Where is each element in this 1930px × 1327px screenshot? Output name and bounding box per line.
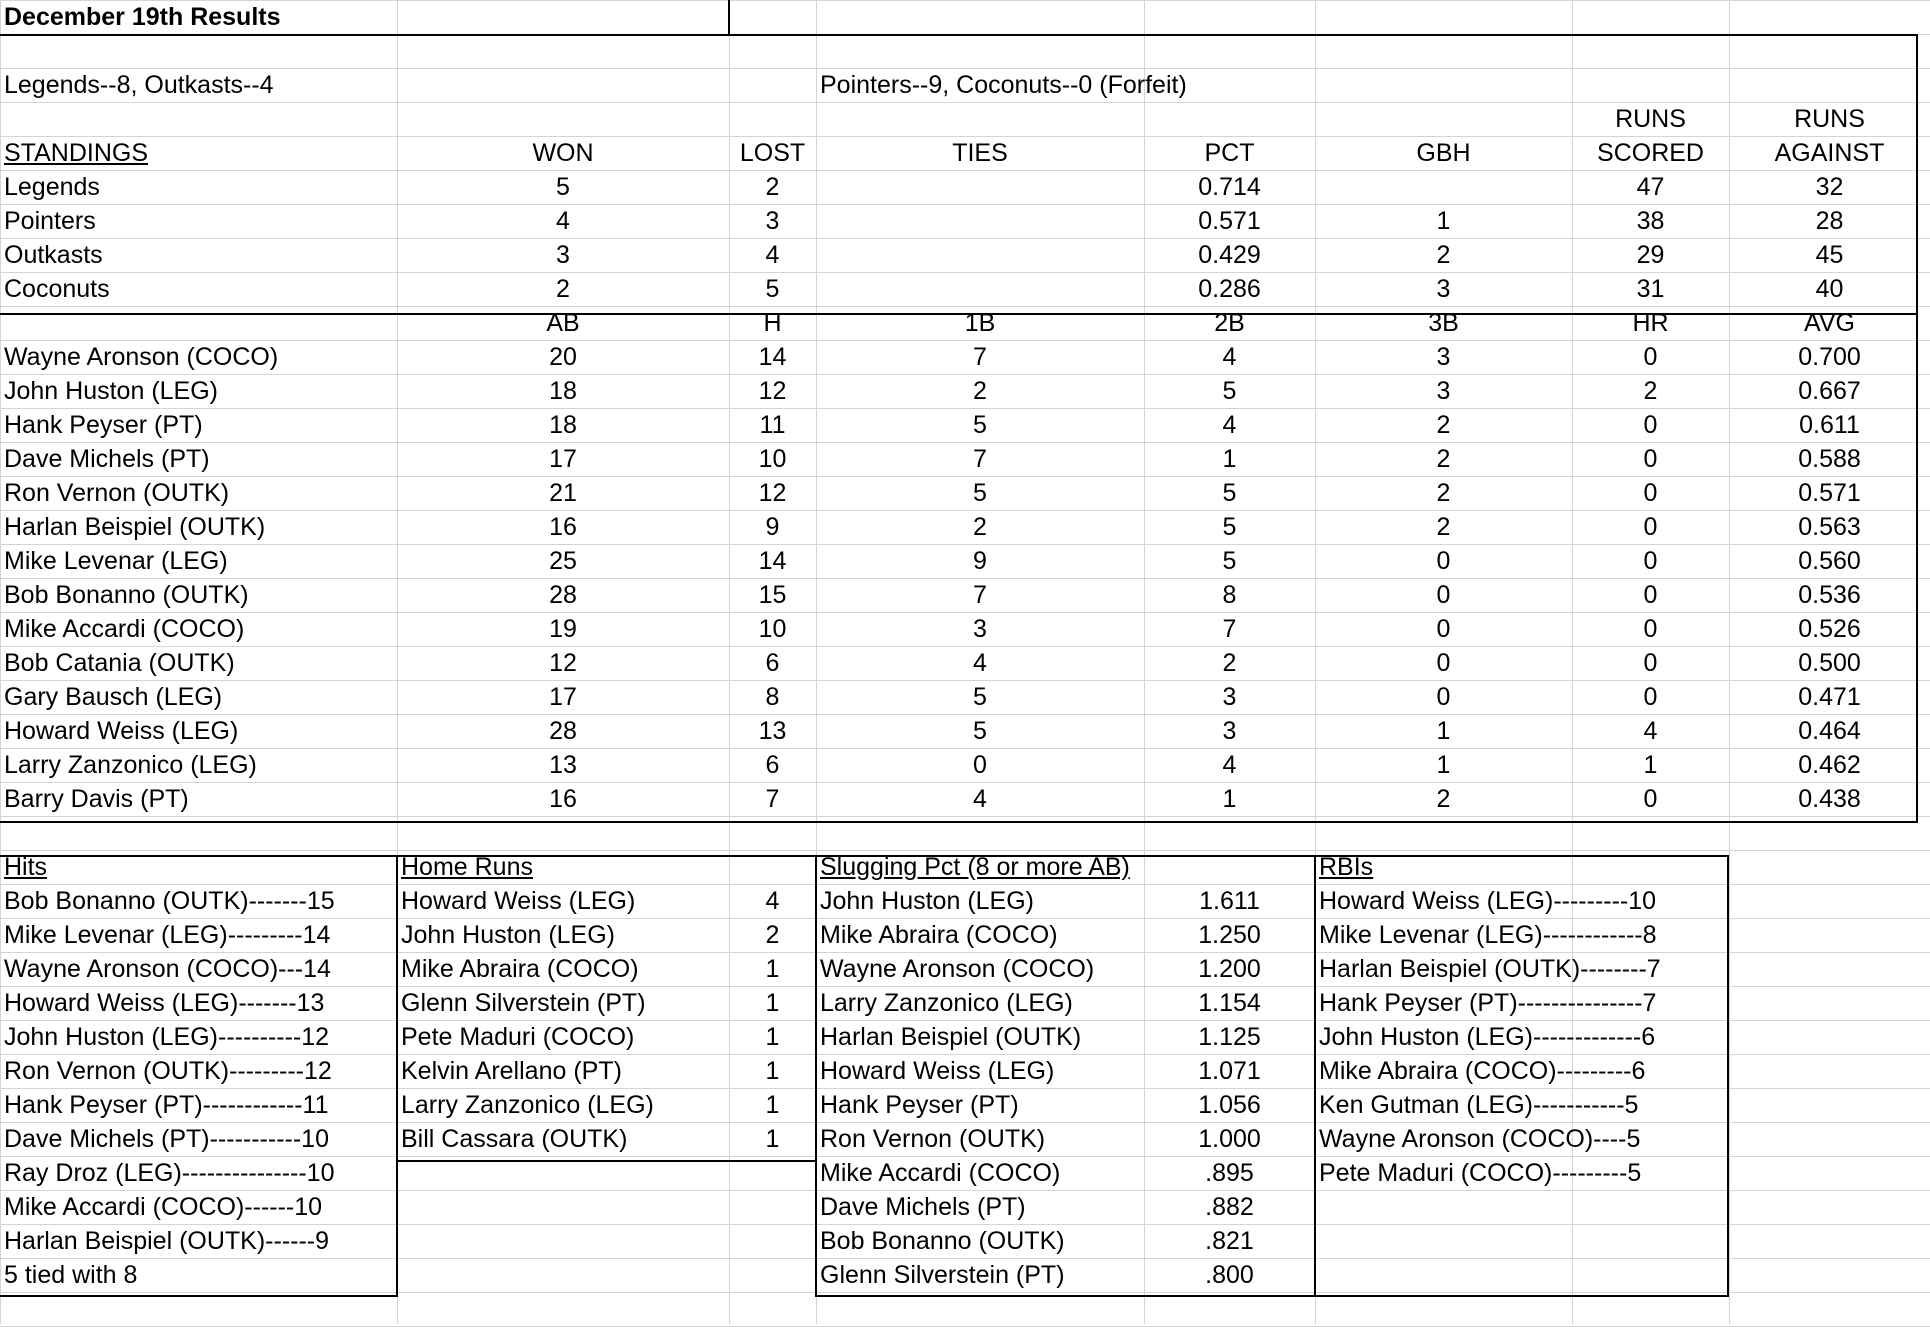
hr-leader-value: 1	[765, 955, 780, 983]
slugging-leader-value: 1.250	[1198, 921, 1261, 949]
batting-value: 0	[1643, 445, 1658, 473]
standings-value: 0.714	[1198, 173, 1261, 201]
batting-value: 16	[549, 785, 577, 813]
batting-value: 2	[1436, 411, 1451, 439]
standings-value: 1	[1436, 207, 1451, 235]
hr-leader-value: 1	[765, 1091, 780, 1119]
batting-value: 2	[1436, 479, 1451, 507]
slugging-leader-name: Mike Accardi (COCO)	[820, 1159, 1061, 1187]
standings-value	[816, 204, 1144, 238]
player-name: Harlan Beispiel (OUTK)	[4, 513, 266, 541]
batting-value: 8	[1222, 581, 1237, 609]
batting-value: 10	[758, 615, 787, 643]
slugging-leader-value: .895	[1205, 1159, 1254, 1187]
batting-value: 0	[1643, 513, 1658, 541]
gridline-row	[0, 816, 1930, 817]
game-result: Pointers--9, Coconuts--0 (Forfeit)	[820, 71, 1187, 99]
batting-value: 0.464	[1798, 717, 1861, 745]
batting-value: 0.571	[1798, 479, 1861, 507]
rbi-leader: John Huston (LEG)-------------6	[1319, 1023, 1656, 1051]
batting-value: 0.611	[1799, 411, 1860, 439]
player-name: Mike Levenar (LEG)	[4, 547, 228, 575]
batting-value: 7	[1222, 615, 1237, 643]
batting-value: 9	[973, 547, 987, 575]
batting-value: 2	[1436, 445, 1451, 473]
batting-value: 10	[758, 445, 787, 473]
player-name: Wayne Aronson (COCO)	[4, 343, 279, 371]
hits-leader: Mike Accardi (COCO)------10	[4, 1193, 323, 1221]
rbi-leader: Wayne Aronson (COCO)----5	[1319, 1125, 1641, 1153]
team-name: Outkasts	[4, 241, 103, 269]
slugging-leader-name: Bob Bonanno (OUTK)	[820, 1227, 1065, 1255]
standings-value	[816, 272, 1144, 306]
batting-value: 13	[758, 717, 787, 745]
batting-value: 5	[1222, 513, 1237, 541]
batting-value: 5	[1222, 377, 1237, 405]
hits-leader: 5 tied with 8	[4, 1261, 138, 1289]
player-name: Ron Vernon (OUTK)	[4, 479, 230, 507]
column-header: AB	[546, 309, 580, 337]
batting-value: 0	[1436, 581, 1451, 609]
hr-leader-name: Bill Cassara (OUTK)	[401, 1125, 628, 1153]
hits-leader: Ray Droz (LEG)---------------10	[4, 1159, 335, 1187]
batting-value: 12	[758, 479, 787, 507]
hr-leader-name: John Huston (LEG)	[401, 921, 615, 949]
home-runs-header: Home Runs	[401, 853, 533, 881]
column-header: RUNS	[1615, 105, 1686, 133]
rbi-leader: Pete Maduri (COCO)---------5	[1319, 1159, 1642, 1187]
batting-value: 17	[549, 445, 577, 473]
batting-value: 2	[1222, 649, 1237, 677]
batting-value: 0.563	[1798, 513, 1861, 541]
batting-value: 4	[1643, 717, 1658, 745]
standings-value: 4	[765, 241, 780, 269]
border-hits-bottom	[0, 1295, 398, 1297]
batting-value: 0	[1643, 581, 1658, 609]
hr-leader-name: Pete Maduri (COCO)	[401, 1023, 635, 1051]
batting-value: 0	[1643, 683, 1658, 711]
player-name: Gary Bausch (LEG)	[4, 683, 223, 711]
hr-leader-name: Larry Zanzonico (LEG)	[401, 1091, 654, 1119]
column-header: GBH	[1416, 139, 1471, 167]
team-name: Coconuts	[4, 275, 110, 303]
batting-value: 6	[765, 649, 780, 677]
rbi-leader: Mike Abraira (COCO)---------6	[1319, 1057, 1646, 1085]
batting-value: 9	[765, 513, 780, 541]
batting-value: 0.536	[1798, 581, 1861, 609]
batting-value: 5	[1222, 479, 1237, 507]
standings-value: 28	[1815, 207, 1844, 235]
batting-value: 0	[1436, 615, 1451, 643]
batting-value: 18	[549, 411, 577, 439]
player-name: John Huston (LEG)	[4, 377, 218, 405]
batting-value: 18	[549, 377, 577, 405]
batting-value: 2	[1643, 377, 1658, 405]
standings-value: 38	[1636, 207, 1665, 235]
batting-value: 4	[1222, 343, 1237, 371]
batting-value: 7	[973, 445, 987, 473]
batting-value: 13	[549, 751, 577, 779]
batting-value: 2	[1436, 785, 1451, 813]
batting-value: 1	[1222, 445, 1237, 473]
slugging-leader-name: Dave Michels (PT)	[820, 1193, 1026, 1221]
column-header: LOST	[739, 139, 806, 167]
standings-value: 2	[1436, 241, 1451, 269]
batting-value: 16	[549, 513, 577, 541]
batting-value: 0.462	[1798, 751, 1861, 779]
batting-value: 0.438	[1798, 785, 1861, 813]
slugging-leader-value: 1.000	[1198, 1125, 1261, 1153]
rbi-leader: Howard Weiss (LEG)---------10	[1319, 887, 1657, 915]
standings-value: 2	[765, 173, 780, 201]
border-slug-bottom	[815, 1295, 1729, 1297]
batting-value: 0.667	[1798, 377, 1861, 405]
standings-value: 40	[1815, 275, 1844, 303]
column-header: HR	[1632, 309, 1669, 337]
hits-leader: Harlan Beispiel (OUTK)------9	[4, 1227, 330, 1255]
batting-value: 17	[549, 683, 577, 711]
slugging-leader-value: 1.071	[1198, 1057, 1261, 1085]
batting-value: 19	[549, 615, 577, 643]
hr-leader-name: Kelvin Arellano (PT)	[401, 1057, 622, 1085]
rbi-leader: Hank Peyser (PT)---------------7	[1319, 989, 1657, 1017]
batting-value: 3	[1222, 717, 1237, 745]
hits-leader: Wayne Aronson (COCO)---14	[4, 955, 331, 983]
batting-value: 2	[973, 513, 987, 541]
batting-value: 0.588	[1798, 445, 1861, 473]
batting-value: 0	[1643, 785, 1658, 813]
column-header: WON	[532, 139, 594, 167]
column-header: RUNS	[1794, 105, 1865, 133]
slugging-leader-name: Mike Abraira (COCO)	[820, 921, 1058, 949]
batting-value: 0	[1643, 615, 1658, 643]
player-name: Howard Weiss (LEG)	[4, 717, 239, 745]
batting-value: 3	[1222, 683, 1237, 711]
hr-leader-value: 1	[765, 989, 780, 1017]
batting-value: 0	[1643, 411, 1658, 439]
batting-value: 0	[1643, 649, 1658, 677]
standings-value: 29	[1636, 241, 1665, 269]
batting-value: 1	[1643, 751, 1658, 779]
border-title-bottom	[0, 34, 1918, 36]
column-header: AGAINST	[1774, 139, 1885, 167]
slugging-leader-value: .882	[1205, 1193, 1254, 1221]
hits-header: Hits	[4, 853, 48, 881]
hits-leader: Hank Peyser (PT)------------11	[4, 1091, 329, 1119]
hr-leader-name: Mike Abraira (COCO)	[401, 955, 639, 983]
slugging-header: Slugging Pct (8 or more AB)	[820, 853, 1130, 881]
slugging-leader-value: 1.200	[1198, 955, 1261, 983]
game-result: Legends--8, Outkasts--4	[4, 71, 274, 99]
player-name: Dave Michels (PT)	[4, 445, 210, 473]
player-name: Barry Davis (PT)	[4, 785, 189, 813]
batting-value: 0	[1436, 649, 1451, 677]
rbi-leader: Harlan Beispiel (OUTK)--------7	[1319, 955, 1661, 983]
batting-value: 15	[758, 581, 787, 609]
player-name: Bob Bonanno (OUTK)	[4, 581, 249, 609]
border-batting-bottom	[0, 821, 1918, 823]
batting-value: 7	[765, 785, 780, 813]
batting-value: 5	[973, 717, 987, 745]
standings-value: 31	[1636, 275, 1665, 303]
batting-value: 0	[1643, 343, 1658, 371]
batting-value: 12	[758, 377, 787, 405]
hr-leader-value: 4	[765, 887, 780, 915]
gridline-row	[0, 1292, 1930, 1293]
batting-value: 4	[973, 649, 987, 677]
hr-leader-value: 1	[765, 1125, 780, 1153]
player-name: Bob Catania (OUTK)	[4, 649, 235, 677]
batting-value: 0	[973, 751, 987, 779]
team-name: Pointers	[4, 207, 96, 235]
team-name: Legends	[4, 173, 100, 201]
slugging-leader-value: 1.125	[1198, 1023, 1261, 1051]
hr-leader-value: 1	[765, 1023, 780, 1051]
batting-value: 2	[1436, 513, 1451, 541]
batting-value: 20	[549, 343, 577, 371]
column-header: AVG	[1804, 309, 1855, 337]
batting-value: 3	[1436, 377, 1451, 405]
batting-value: 0	[1643, 547, 1658, 575]
slugging-leader-value: 1.154	[1198, 989, 1261, 1017]
batting-value: 5	[1222, 547, 1237, 575]
standings-value	[816, 238, 1144, 272]
column-header: TIES	[952, 139, 1008, 167]
slugging-leader-name: Glenn Silverstein (PT)	[820, 1261, 1065, 1289]
hits-leader: Ron Vernon (OUTK)---------12	[4, 1057, 332, 1085]
player-name: Hank Peyser (PT)	[4, 411, 203, 439]
batting-value: 0.500	[1798, 649, 1861, 677]
column-header: 2B	[1214, 309, 1245, 337]
slugging-leader-value: 1.611	[1199, 887, 1260, 915]
player-name: Mike Accardi (COCO)	[4, 615, 245, 643]
hits-leader: John Huston (LEG)----------12	[4, 1023, 330, 1051]
batting-value: 12	[549, 649, 577, 677]
batting-value: 4	[1222, 411, 1237, 439]
batting-value: 8	[765, 683, 780, 711]
standings-value: 32	[1815, 173, 1844, 201]
column-header: 3B	[1428, 309, 1459, 337]
slugging-leader-name: Larry Zanzonico (LEG)	[820, 989, 1073, 1017]
standings-value: 2	[556, 275, 570, 303]
standings-value: 4	[556, 207, 570, 235]
standings-value: 45	[1815, 241, 1844, 269]
column-header: SCORED	[1597, 139, 1704, 167]
batting-value: 1	[1436, 717, 1451, 745]
batting-value: 11	[759, 411, 786, 439]
standings-value: 0.429	[1198, 241, 1261, 269]
batting-value: 1	[1436, 751, 1451, 779]
standings-header: STANDINGS	[4, 139, 148, 167]
slugging-leader-name: Ron Vernon (OUTK)	[820, 1125, 1046, 1153]
standings-value: 5	[556, 173, 570, 201]
standings-value: 0.286	[1198, 275, 1261, 303]
column-header: H	[763, 309, 782, 337]
player-name: Larry Zanzonico (LEG)	[4, 751, 257, 779]
rbi-leader: Ken Gutman (LEG)-----------5	[1319, 1091, 1639, 1119]
column-header: 1B	[964, 309, 996, 337]
batting-value: 7	[973, 581, 987, 609]
standings-value: 3	[1436, 275, 1451, 303]
batting-value: 0.560	[1798, 547, 1861, 575]
batting-value: 0.526	[1798, 615, 1861, 643]
batting-value: 5	[973, 683, 987, 711]
batting-value: 0	[1436, 547, 1451, 575]
standings-value: 5	[765, 275, 780, 303]
batting-value: 4	[1222, 751, 1237, 779]
hits-leader: Dave Michels (PT)-----------10	[4, 1125, 329, 1153]
batting-value: 4	[973, 785, 987, 813]
batting-value: 14	[758, 547, 787, 575]
batting-value: 0	[1643, 479, 1658, 507]
batting-value: 14	[758, 343, 787, 371]
page-title: December 19th Results	[4, 3, 281, 31]
batting-value: 25	[549, 547, 577, 575]
slugging-leader-value: .800	[1205, 1261, 1254, 1289]
batting-value: 21	[549, 479, 577, 507]
hr-leader-value: 1	[765, 1057, 780, 1085]
standings-value: 0.571	[1198, 207, 1261, 235]
slugging-leader-value: .821	[1205, 1227, 1254, 1255]
standings-value	[1315, 170, 1572, 204]
slugging-leader-name: John Huston (LEG)	[820, 887, 1034, 915]
batting-value: 0	[1436, 683, 1451, 711]
hits-leader: Howard Weiss (LEG)-------13	[4, 989, 325, 1017]
batting-value: 28	[549, 581, 577, 609]
slugging-leader-name: Howard Weiss (LEG)	[820, 1057, 1055, 1085]
batting-value: 28	[549, 717, 577, 745]
standings-value: 47	[1636, 173, 1665, 201]
slugging-leader-value: 1.056	[1198, 1091, 1261, 1119]
batting-value: 3	[973, 615, 987, 643]
hr-leader-name: Glenn Silverstein (PT)	[401, 989, 646, 1017]
batting-value: 5	[973, 411, 987, 439]
slugging-leader-name: Hank Peyser (PT)	[820, 1091, 1019, 1119]
batting-value: 6	[765, 751, 780, 779]
batting-value: 1	[1222, 785, 1237, 813]
rbi-leader: Mike Levenar (LEG)------------8	[1319, 921, 1657, 949]
slugging-leader-name: Harlan Beispiel (OUTK)	[820, 1023, 1082, 1051]
rbis-header: RBIs	[1319, 853, 1374, 881]
batting-value: 0.700	[1798, 343, 1861, 371]
batting-value: 7	[973, 343, 987, 371]
batting-value: 3	[1436, 343, 1451, 371]
batting-value: 5	[973, 479, 987, 507]
hr-leader-value: 2	[765, 921, 780, 949]
hr-leader-name: Howard Weiss (LEG)	[401, 887, 636, 915]
standings-value: 3	[765, 207, 780, 235]
standings-value	[816, 170, 1144, 204]
hits-leader: Bob Bonanno (OUTK)-------15	[4, 887, 335, 915]
batting-value: 0.471	[1798, 683, 1861, 711]
batting-value: 2	[973, 377, 987, 405]
hits-leader: Mike Levenar (LEG)---------14	[4, 921, 331, 949]
slugging-leader-name: Wayne Aronson (COCO)	[820, 955, 1095, 983]
column-header: PCT	[1204, 139, 1255, 167]
standings-value: 3	[556, 241, 570, 269]
